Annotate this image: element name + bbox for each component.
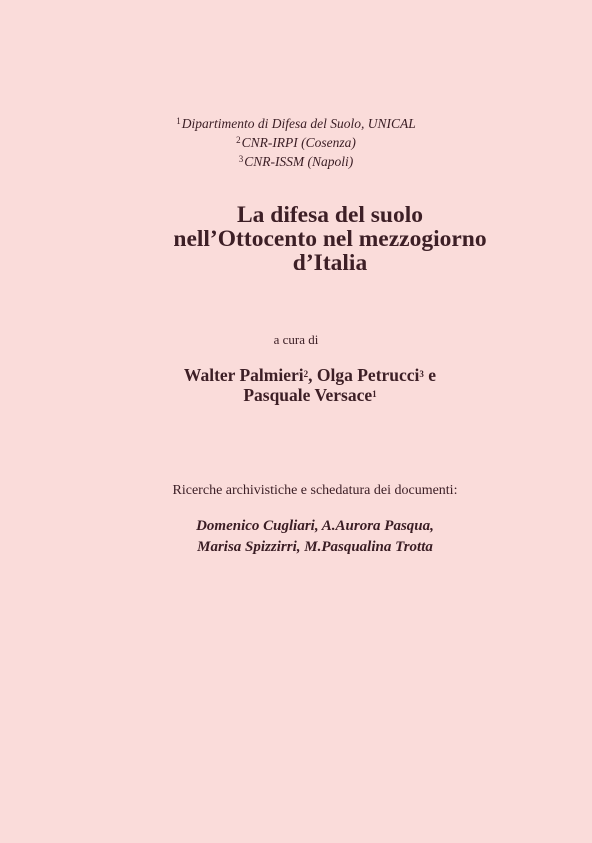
author-separator: e [423,365,437,385]
edited-by-label: a cura di [273,332,319,347]
author-name: Pasquale Versace [243,385,373,405]
footnote-mark: 1 [372,389,377,399]
footnote-mark: 3 [419,369,424,379]
book-title [0,203,592,275]
title-line: La difesa del suolo [236,202,424,228]
title-line: nell’Ottocento nel mezzogiorno [173,226,487,252]
affiliations-block [0,114,592,171]
affiliation-line [0,114,592,133]
affiliation-text: CNR-IRPI (Cosenza) [241,135,356,150]
research-label: Ricerche archivistiche e schedatura dei documenti: [172,483,458,498]
title-line: d’Italia [292,250,368,276]
author-name: Walter Palmieri [183,365,304,385]
footnote-mark: 2 [236,135,241,145]
researchers-line: Domenico Cugliari, A.Aurora Pasqua, [196,518,434,534]
authors-line [0,385,592,405]
affiliation-text: Dipartimento di Difesa del Suolo, UNICAL [181,116,416,131]
affiliation-text: CNR-ISSM (Napoli) [244,154,354,169]
researchers-line: Marisa Spizzirri, M.Pasqualina Trotta [197,539,433,555]
researchers-block [0,516,592,558]
affiliation-line [0,133,592,152]
authors-line [0,365,592,385]
affiliation-line [0,152,592,171]
author-name: Olga Petrucci [316,365,420,385]
footnote-mark: 1 [176,116,181,126]
footnote-mark: 2 [303,369,309,379]
footnote-mark: 3 [238,154,244,164]
authors-block [0,365,592,405]
author-separator: , [308,365,317,385]
